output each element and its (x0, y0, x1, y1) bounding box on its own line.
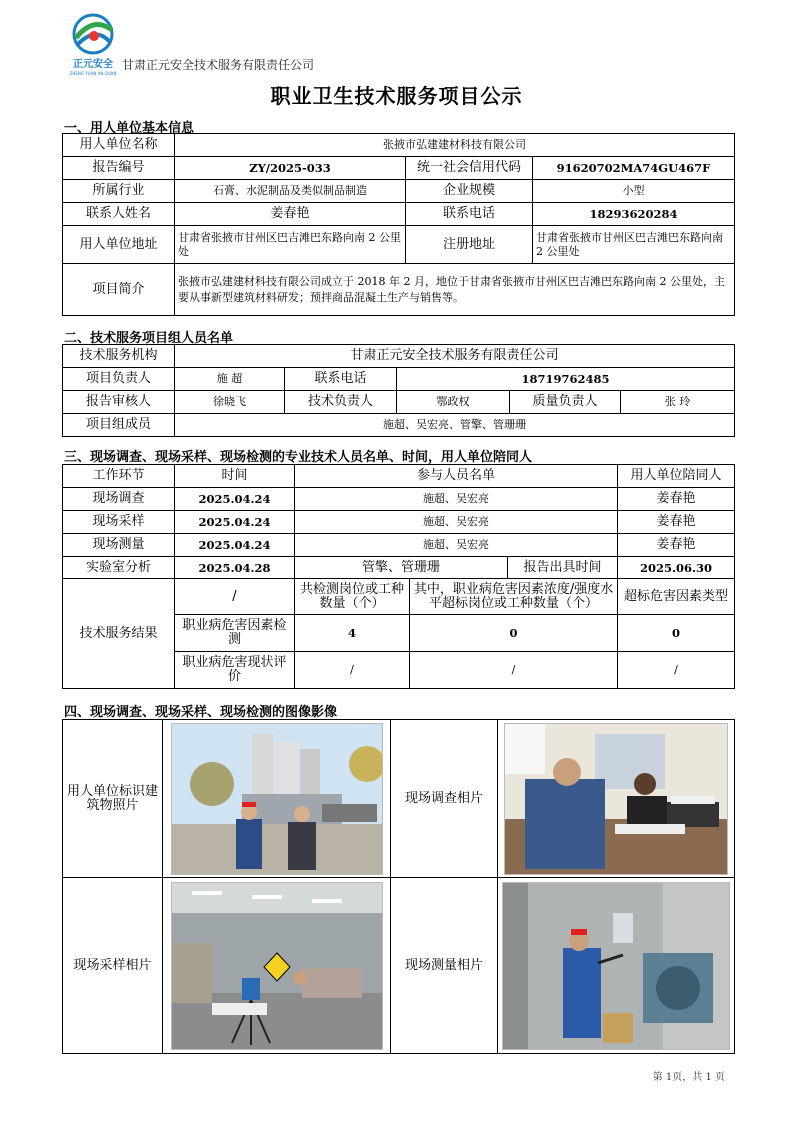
industry: 石膏、水泥制品及类似制品制造 (175, 180, 406, 203)
section3-heading: 三、现场调查、现场采样、现场检测的专业技术人员名单、时间，用人单位陪同人 (64, 450, 533, 465)
quality-label: 质量负责人 (510, 391, 621, 414)
time: 2025.04.24 (175, 511, 295, 534)
unit-name-label: 用人单位名称 (63, 134, 175, 157)
photo2-label: 现场调查相片 (391, 720, 498, 878)
page-header (62, 12, 742, 82)
reg-address-label: 注册地址 (406, 226, 533, 264)
photo4-label: 现场测量相片 (391, 878, 498, 1054)
result-slash: / (175, 579, 295, 615)
building-photo (171, 723, 383, 875)
res-row2-exceed: / (410, 652, 618, 689)
col-companion: 用人单位陪同人 (618, 465, 735, 488)
section2-heading: 二、技术服务项目组人员名单 (64, 331, 234, 346)
leader-phone: 18719762485 (397, 368, 735, 391)
credit-code-label: 统一社会信用代码 (406, 157, 533, 180)
members-label: 项目组成员 (63, 414, 175, 437)
res-col3: 超标危害因素类型 (618, 579, 735, 615)
section4-heading: 四、现场调查、现场采样、现场检测的图像影像 (64, 705, 338, 720)
people: 施超、吴宏亮 (295, 534, 618, 557)
people: 施超、吴宏亮 (295, 488, 618, 511)
res-row1-total: 4 (295, 615, 410, 652)
intro: 张掖市弘建建材科技有限公司成立于 2018 年 2 月，地位于甘肃省张掖市甘州区巴吉滩巴东路向南 2 公里处，主要从事新型建筑材料研发；预拌商品混凝土生产与销售等。 (175, 264, 735, 316)
svg-text:正元安全: 正元安全 (73, 59, 113, 70)
res-row2-label: 职业病危害现状评价 (175, 652, 295, 689)
companion: 姜春艳 (618, 511, 735, 534)
photo-table (62, 719, 735, 1054)
tech-label: 技术负责人 (285, 391, 397, 414)
industry-label: 所属行业 (63, 180, 175, 203)
table-row (63, 534, 735, 557)
intro-label: 项目简介 (63, 264, 175, 316)
lab-people: 管擎、管珊珊 (295, 557, 508, 579)
address-label: 用人单位地址 (63, 226, 175, 264)
company-name: 甘肃正元安全技术服务有限责任公司 (122, 58, 315, 72)
company-logo-icon (68, 12, 118, 78)
scale-label: 企业规模 (406, 180, 533, 203)
credit-code: 91620702MA74GU467F (533, 157, 735, 180)
report-time: 2025.06.30 (618, 557, 735, 579)
phone: 18293620284 (533, 203, 735, 226)
tech: 鄂政权 (397, 391, 510, 414)
document-title: 职业卫生技术服务项目公示 (270, 84, 523, 108)
svg-text:ZHENG YUAN AN QUAN: ZHENG YUAN AN QUAN (69, 71, 117, 76)
section1-heading: 一、用人单位基本信息 (64, 121, 195, 136)
reviewer-label: 报告审核人 (63, 391, 175, 414)
res-row1-label: 职业病危害因素检测 (175, 615, 295, 652)
unit-info-table (62, 133, 735, 316)
reviewer: 徐晓飞 (175, 391, 285, 414)
time: 2025.04.24 (175, 534, 295, 557)
scale: 小型 (533, 180, 735, 203)
time: 2025.04.24 (175, 488, 295, 511)
quality: 张 玲 (621, 391, 735, 414)
unit-name: 张掖市弘建建材科技有限公司 (175, 134, 735, 157)
survey-photo (504, 723, 728, 875)
companion: 姜春艳 (618, 488, 735, 511)
col-people: 参与人员名单 (295, 465, 618, 488)
col-time: 时间 (175, 465, 295, 488)
measurement-photo (502, 882, 730, 1050)
report-no-label: 报告编号 (63, 157, 175, 180)
photo1-label: 用人单位标识建筑物照片 (63, 720, 163, 878)
members: 施超、吴宏亮、管擎、管珊珊 (175, 414, 735, 437)
org: 甘肃正元安全技术服务有限责任公司 (175, 345, 735, 368)
photo3-label: 现场采样相片 (63, 878, 163, 1054)
report-time-label: 报告出具时间 (508, 557, 618, 579)
org-label: 技术服务机构 (63, 345, 175, 368)
stage: 现场采样 (63, 511, 175, 534)
table-row (63, 488, 735, 511)
result-label: 技术服务结果 (63, 579, 175, 689)
phone-label: 联系电话 (406, 203, 533, 226)
leader-phone-label: 联系电话 (285, 368, 397, 391)
address: 甘肃省张掖市甘州区巴吉滩巴东路向南 2 公里处 (175, 226, 406, 264)
contact-label: 联系人姓名 (63, 203, 175, 226)
res-row1-type: 0 (618, 615, 735, 652)
team-table (62, 344, 735, 437)
res-row2-total: / (295, 652, 410, 689)
stage: 现场测量 (63, 534, 175, 557)
lab-time: 2025.04.28 (175, 557, 295, 579)
table-row (63, 511, 735, 534)
res-row2-type: / (618, 652, 735, 689)
res-col1: 共检测岗位或工种数量（个） (295, 579, 410, 615)
stage: 现场调查 (63, 488, 175, 511)
col-stage: 工作环节 (63, 465, 175, 488)
report-no: ZY/2025-033 (175, 157, 406, 180)
leader: 施 超 (175, 368, 285, 391)
page-footer: 第 1页，共 1 页 (652, 1072, 725, 1083)
companion: 姜春艳 (618, 534, 735, 557)
lab-stage: 实验室分析 (63, 557, 175, 579)
sampling-photo (171, 882, 383, 1050)
reg-address: 甘肃省张掖市甘州区巴吉滩巴东路向南 2 公里处 (533, 226, 735, 264)
res-col2: 其中，职业病危害因素浓度/强度水平超标岗位或工种数量（个） (410, 579, 618, 615)
fieldwork-table (62, 464, 735, 689)
people: 施超、吴宏亮 (295, 511, 618, 534)
contact: 姜春艳 (175, 203, 406, 226)
res-row1-exceed: 0 (410, 615, 618, 652)
leader-label: 项目负责人 (63, 368, 175, 391)
